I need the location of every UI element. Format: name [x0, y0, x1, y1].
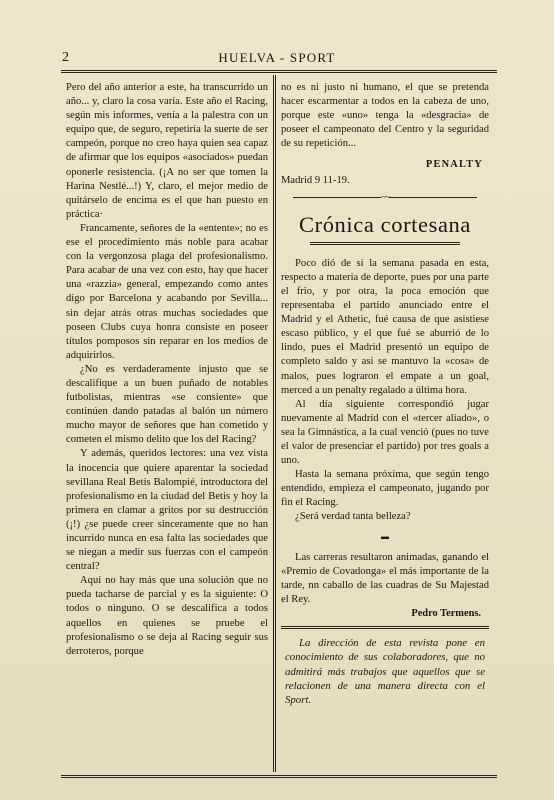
place-date: Madrid 9 11-19.	[281, 174, 350, 186]
notice-rule	[281, 626, 489, 629]
editorial-notice: La dirección de esta revista pone en conocimiento de sus colaboradores, que no admitirá más trabajos que aquellos que se relacionen de una manera directa con el Sport.	[285, 637, 485, 707]
chronicle-paragraph-3: Hasta la semana próxima, que según tengo entendido, empieza el campeonato, jugando por fin el Racing.	[281, 469, 489, 509]
left-paragraph-2: Francamente, señores de la «entente»; no es ese el procedimiento más noble para acabar con la vergonzosa plaga del profesionalismo. Para acabar de una vez con esto, hay que hacer una «razzia» general, empezando como antes digo por Barcelona y acabando por Sevilla... sin dejar atrás otras muchas sociedades que poseen Clubs cuya honra consiste en poseer títulos pomposos sin reparar en los medios de adquirirlos.	[66, 222, 268, 361]
title-underline	[310, 242, 460, 245]
left-paragraph-1: Pero del año anterior a este, ha transcurrido un año... y, claro la cosa varía. Este año el Racing, según mis informes, venía a la palestra con un equipo que, de seguro, repetiría la suerte de ser campeón, porque no creo haya quien sea capaz de afirmar que los equipos «asociados» puedan oponerle resistencia. (¡A no ser que tomen la Harina Nestlé...!) Y, claro, el mejor medio de quitárselo de encima es el que han puesto en práctica·	[66, 82, 268, 220]
section-title: Crónica cortesana	[299, 211, 471, 237]
page-number: 2	[62, 50, 69, 65]
mini-ornament: ▬	[381, 531, 389, 541]
left-paragraph-3: ¿No es verdaderamente injusto que se descalifique a un buen puñado de notables futbolistas, mientras «se consiente» que continúen dando patadas al balón un número mucho mayor de señores que han cometido y cometen el mismo delito que los del Racing?	[66, 363, 268, 446]
section-divider-ornament: ~~	[281, 190, 489, 204]
right-column	[281, 81, 489, 708]
chronicle-paragraph-1: Poco dió de sí la semana pasada en esta, respecto a materia de deporte, pues por una parte el frio, y por otra, la poca emoción que representaba el partido anunciado entre el Madrid y el Athetic, fué causa de que asistiese escaso público, y el que fué se aburrió de lo lindo, pues el Madrid presentó un equipo de completo saldo y así se mantuvo la «cosa» de malos, pues lograron el empate a un goal, merced a un penalty regalado a última hora.	[281, 257, 489, 396]
page-header	[54, 50, 500, 66]
article-signature: PENALTY	[425, 159, 483, 171]
column-divider	[273, 75, 276, 772]
chronicle-signature: Pedro Termens.	[411, 608, 481, 619]
continuation-paragraph: no es ni justo ni humano, el que se pretenda hacer escarmentar a todos en la cabeza de uno, porque este «uno» tenga la «desgracia» de poseer el campeonato del Centro y la seguridad de su repetición...	[281, 82, 489, 150]
left-column	[66, 81, 268, 659]
running-title: HUELVA - SPORT	[218, 50, 336, 65]
left-paragraph-4: Y además, queridos lectores: una vez vista la inocencia que quiere aparentar la sociedad sevillana Real Betis Balompié, introductora del profesionalismo en la ciudad del Betis y hoy la primera en clamar a gritos por su destrucción (¡!) ¿se puede creer sinceramente que no han incurrido nunca en esa falta las sociedades que se niegan a medir sus fuerzas con el campeón central?	[66, 448, 268, 573]
chronicle-paragraph-5: Las carreras resultaron animadas, ganando el «Premio de Covadonga» el más importante de la tarde, nn caballo de las cuadras de Su Majestad el Rey.	[281, 551, 489, 605]
left-paragraph-5: Aquí no hay más que una solución que no pueda tacharse de parcial y es la siguiente: O todos o ninguno. O se descalifica a todos aquellos en quienes se pruebe el profesionalismo o se deja al Racing seguir sus derroteros, porque	[66, 575, 268, 657]
chronicle-paragraph-4: ¿Será verdad tanta belleza?	[295, 511, 411, 523]
chronicle-paragraph-2: Al día siguiente correspondió jugar nuevamente al Madrid con el «tercer aliado», o sea la Gimnástica, a la cual venció (pues no tuve el valor de presenciar el partido) por tres goals a uno.	[281, 398, 489, 467]
